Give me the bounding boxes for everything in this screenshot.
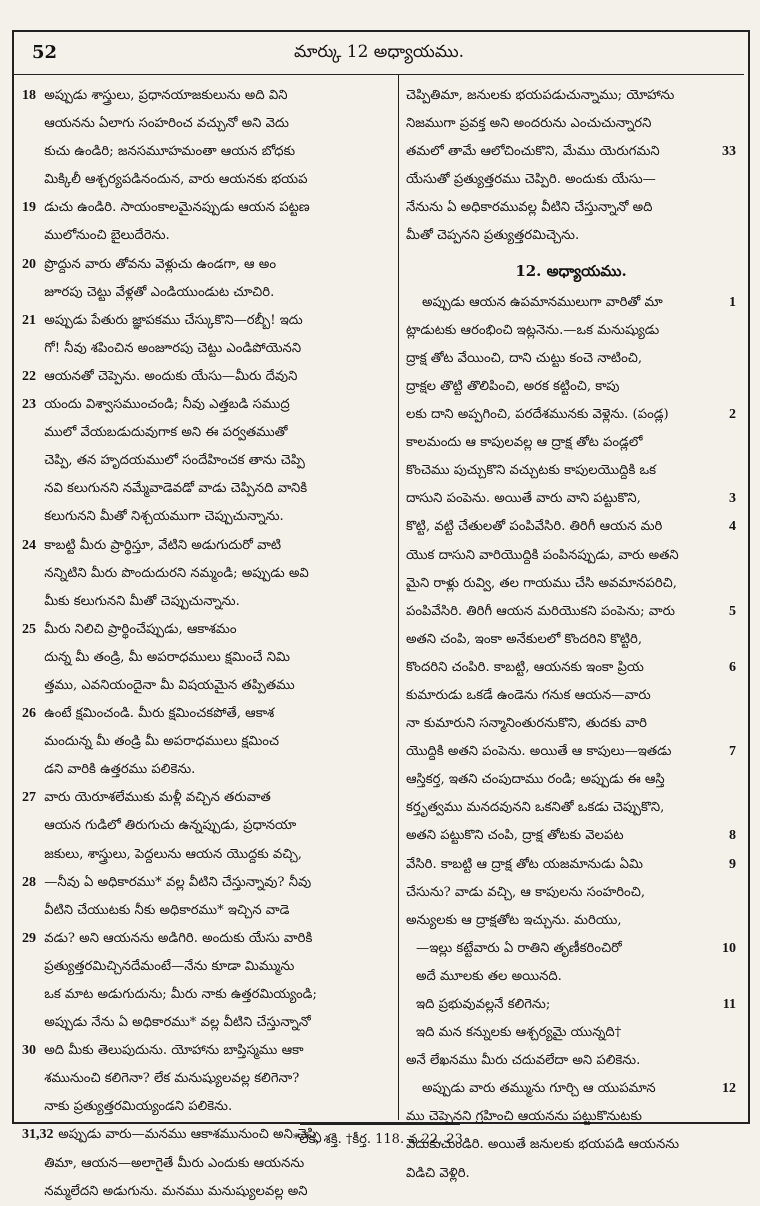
line-text: శమునుంచి కలిగెనా? లేక మనుష్యులవల్ల కలిగెనా?	[40, 1071, 300, 1087]
text-line	[406, 1047, 736, 1075]
line-text: కుచు ఉండిరి; జనసమూహమంతా ఆయన బోధకు	[40, 144, 296, 160]
verse-number: 25	[22, 621, 36, 637]
right-column	[406, 82, 736, 1188]
line-text: వీటిని చేయుటకు నీకు అధికారము* ఇచ్చిన వాడె	[40, 902, 290, 918]
verse-number: 5	[729, 603, 736, 619]
line-text: ఇది మన కన్నులకు ఆశ్చర్యమై యున్నది†	[416, 1025, 622, 1041]
line-text: కొట్టి, వట్టి చేతులతో పంపివేసిరి. తిరిగీ ఆయన మరి	[406, 519, 663, 535]
line-text: విడిచి వెళ్లిరి.	[406, 1165, 470, 1181]
text-line	[406, 345, 736, 373]
text-line	[22, 1178, 394, 1206]
line-text: అతని పట్టుకొని చంపి, ద్రాక్ష తోటకు వెలపట	[406, 828, 624, 844]
verse-number: 6	[729, 659, 736, 675]
text-line	[406, 963, 736, 991]
verse-number: 3	[729, 491, 736, 507]
text-line	[22, 700, 394, 728]
text-line	[406, 822, 736, 850]
line-text: పంపివేసిరి. తిరిగీ ఆయన మరియొకని పంపెను; వారు	[406, 603, 675, 619]
text-line	[22, 897, 394, 925]
verse-number: 26	[22, 706, 36, 722]
text-line	[22, 110, 394, 138]
text-line	[22, 756, 394, 784]
text-line	[22, 925, 394, 953]
line-text: మైని రాళ్లు రువ్వి, తల గాయము చేసి అవమానపరిచి,	[406, 575, 677, 591]
line-text: అప్పుడు వారు తమ్మును గూర్చి ఆ యుపమాన	[422, 1081, 656, 1097]
line-text: ప్రత్యుత్తరమిచ్చినదేమంటే—నేను కూడా మిమ్మును	[40, 958, 295, 974]
line-text: తిమా, ఆయన—అలాగైతే మీరు ఎందుకు ఆయనను	[40, 1155, 305, 1171]
verse-number: 24	[22, 537, 36, 553]
verse-number: 20	[22, 256, 36, 272]
text-line	[22, 391, 394, 419]
text-line	[406, 401, 736, 429]
text-line	[406, 794, 736, 822]
running-title: మార్కు 12 అధ్యాయము.	[293, 42, 464, 62]
line-text: ద్రాక్ష తోట వేయించి, దాని చుట్టు కంచె నాటించి,	[406, 350, 643, 366]
line-text: ఒక మాట అడుగుదును; మీరు నాకు ఉత్తరమియ్యండి;	[40, 987, 317, 1002]
verse-number: 11	[722, 997, 736, 1012]
line-text: వారు యెరూశలేముకు మళ్లీ వచ్చిన తరువాత	[40, 790, 271, 806]
text-line	[22, 419, 394, 447]
line-text: అప్పుడు వారు—మనము ఆకాశమునుంచి అని చెప్పి	[54, 1127, 322, 1143]
line-text: మీరు నిలిచి ప్రార్థించేప్పుడు, ఆకాశమం	[40, 621, 237, 637]
line-text: ట్లాడుటకు ఆరంభించి ఇట్లనెను.—ఒక మనుష్యుడు	[406, 322, 660, 338]
text-line	[22, 953, 394, 981]
text-line	[22, 784, 394, 812]
text-line	[406, 654, 736, 682]
verse-number: 12	[722, 1081, 736, 1097]
line-text: యందు విశ్వాసముంచండి; నీవు ఎత్తబడి సముద్ర	[40, 397, 290, 413]
text-line	[406, 879, 736, 907]
line-text: వడు? అని ఆయనను అడిగిరి. అందుకు యేసు వారికి	[40, 930, 313, 946]
line-text: ద్రాక్షల తొట్టి తొలిపించి, అరక కట్టించి, కాపు	[406, 378, 620, 394]
right-column-top	[406, 82, 736, 251]
line-text: తమలో తామే ఆలోచించుకొని, మేము యెరుగమని	[406, 144, 660, 160]
line-text: కలుగునని మీతో నిశ్చయముగా చెప్పుచున్నాను.	[40, 509, 284, 525]
text-line	[22, 532, 394, 560]
line-text: ఉంటే క్షమించండి. మీరు క్షమించకపోతే, ఆకాశ	[40, 706, 275, 722]
line-text: అతని చంపి, ఇంకా అనేకులలో కొందరిని కొట్టిరి,	[406, 631, 643, 647]
text-line	[22, 503, 394, 531]
text-line	[406, 317, 736, 345]
verse-number: 1	[729, 294, 736, 310]
text-line	[406, 542, 736, 570]
line-text: వేసిరి. కాబట్టి ఆ ద్రాక్ష తోట యజమానుడు ఏమి	[406, 856, 643, 872]
text-line	[22, 812, 394, 840]
line-text: మిక్కిలీ ఆశ్చర్యపడినందున, వారు ఆయనకు భయప	[40, 172, 308, 188]
text-line	[22, 672, 394, 700]
chapter-heading: 12. అధ్యాయము.	[515, 261, 627, 280]
line-text: జకులు, శాస్త్రులు, పెద్దలును ఆయన యొద్దకు వచ్చి,	[40, 846, 302, 862]
line-text: కాబట్టి మీరు ప్రార్థిస్తూ, వేటిని అడుగుదురో వాటి	[40, 537, 282, 553]
text-line	[406, 82, 736, 110]
verse-number: 29	[22, 930, 36, 946]
text-line	[22, 475, 394, 503]
column-divider	[398, 74, 399, 1120]
verse-number: 8	[729, 828, 736, 844]
text-line	[406, 991, 736, 1019]
text-line	[22, 194, 394, 222]
line-text: మందున్న మీ తండ్రి మీ అపరాధములు క్షమించ	[40, 734, 280, 750]
text-line	[22, 138, 394, 166]
line-text: అనే లేఖనము మీరు చదువలేదా అని పలికెను.	[406, 1053, 641, 1069]
page-number: 52	[32, 42, 58, 63]
line-text: జూరపు చెట్టు వేళ్లతో ఎండియుండుట చూచిరి.	[40, 284, 275, 300]
line-text: నా కుమారుని సన్మానింతురనుకొని, తుదకు వారి	[406, 716, 647, 732]
text-line	[406, 194, 736, 222]
line-text: డని వారికి ఉత్తరము పలికెను.	[40, 762, 196, 778]
line-text: త్తము, ఎవనియందైనా మీ విషయమైన తప్పితము	[40, 677, 295, 693]
line-text: నిజముగా ప్రవక్త అని అందరును ఎంచుచున్నారని	[406, 116, 652, 132]
line-text: కర్తృత్వము మనదవునని ఒకనితో ఒకడు చెప్పుకొని,	[406, 800, 665, 816]
line-text: లకు దాని అప్పగించి, పరదేశమునకు వెళ్లెను. (పండ్ల)	[406, 407, 669, 423]
text-line	[406, 598, 736, 626]
text-line	[22, 1065, 394, 1093]
text-line	[22, 1093, 394, 1121]
line-text: చెప్పితిమా, జనులకు భయపడుచున్నాము; యోహాను	[406, 88, 675, 103]
text-line	[22, 981, 394, 1009]
text-line	[22, 1150, 394, 1178]
text-line	[22, 841, 394, 869]
line-text: దున్న మీ తండ్రి, మీ అపరాధములు క్షమించే నిమి	[40, 649, 290, 665]
verse-number: 31,32	[22, 1127, 54, 1143]
text-line	[406, 429, 736, 457]
text-line	[406, 1103, 736, 1131]
line-text: అదే మూలకు తల అయినది.	[416, 968, 562, 984]
verse-number: 27	[22, 790, 36, 806]
text-line	[22, 335, 394, 363]
line-text: కొందరిని చంపిరి. కాబట్టి, ఆయనకు ఇంకా ప్రియ	[406, 659, 644, 675]
text-line	[22, 1009, 394, 1037]
verse-number: 21	[22, 312, 36, 328]
text-line	[22, 251, 394, 279]
line-text: యొక దాసుని వారియొద్దికి పంపినప్పుడు, వారు అతని	[406, 547, 679, 563]
line-text: డుచు ఉండిరి. సాయంకాలమైనప్పుడు ఆయన పట్టణ	[40, 200, 310, 216]
line-text: అప్పుడు ఆయన ఉపమానములుగా వారితో మా	[422, 294, 663, 310]
text-line	[406, 138, 736, 166]
line-text: గో! నీవు శపించిన అంజూరపు చెట్టు ఎండిపోయెనని	[40, 340, 302, 356]
footnote: *లేక, శక్తి. †కీర్త. 118. వ 22, 23.	[292, 1132, 468, 1147]
text-line	[406, 110, 736, 138]
line-text: మీతో చెప్పనని ప్రత్యుత్తరమిచ్చెను.	[406, 228, 580, 244]
line-text: చేసును? వాడు వచ్చి, ఆ కాపులను సంహరించి,	[406, 884, 646, 900]
verse-number: 2	[729, 407, 736, 423]
text-line	[22, 363, 394, 391]
text-line	[22, 279, 394, 307]
line-text: అప్పుడు పేతురు జ్ఞాపకము చేస్కుకొని—రబ్బీ! ఇదు	[40, 312, 303, 328]
text-line	[406, 626, 736, 654]
text-line	[22, 1037, 394, 1065]
text-line	[406, 570, 736, 598]
text-line	[406, 1019, 736, 1047]
line-text: నమ్మలేదని అడుగును. మనము మనుష్యులవల్ల అని	[40, 1183, 308, 1199]
verse-number: 33	[722, 144, 736, 160]
line-text: వెదుకుచుండిరి. అయితే జనులకు భయపడి ఆయనను	[406, 1137, 680, 1153]
text-line	[406, 289, 736, 317]
text-line	[406, 513, 736, 541]
verse-number: 28	[22, 874, 36, 890]
left-column	[22, 82, 394, 1206]
verse-number: 23	[22, 397, 36, 413]
verse-number: 10	[722, 940, 736, 956]
line-text: అప్పుడు నేను ఏ అధికారము* వల్ల వీటిని చేస్తున్నానో	[40, 1015, 311, 1031]
line-text: అది మీకు తెలుపుదును. యోహాను బాప్తిస్మము ఆకా	[40, 1043, 304, 1059]
verse-number: 30	[22, 1043, 36, 1059]
line-text: నేనును ఏ అధికారమువల్ల వీటిని చేస్తున్నానో అది	[406, 200, 653, 216]
line-text: —నీవు ఏ అధికారము* వల్ల వీటిని చేస్తున్నావు? నీవు	[40, 874, 312, 890]
line-text: అన్యులకు ఆ ద్రాక్షతోట ఇచ్చును. మరియు,	[406, 912, 622, 928]
text-line	[406, 682, 736, 710]
verse-number: 9	[729, 856, 736, 872]
line-text: ప్రొద్దున వారు తోవను వెళ్లుచు ఉండగా, ఆ అం	[40, 256, 277, 272]
text-line	[406, 935, 736, 963]
text-line	[22, 166, 394, 194]
text-line	[22, 560, 394, 588]
text-line	[406, 485, 736, 513]
text-line	[22, 728, 394, 756]
verse-number: 7	[729, 744, 736, 760]
line-text: దాసుని పంపెను. అయితే వారు వాని పట్టుకొని,	[406, 491, 641, 507]
line-text: కొంచెము పుచ్చుకొని వచ్చుటకు కాపులయొద్దికి ఒక	[406, 463, 657, 479]
text-line	[406, 710, 736, 738]
verse-number: 18	[22, 88, 36, 103]
line-text: ఆస్తికర్త, ఇతని చంపుదాము రండి; అప్పుడు ఈ ఆస్తి	[406, 772, 665, 788]
line-text: ఆయన గుడిలో తిరుగుచు ఉన్నప్పుడు, ప్రధానయా	[40, 818, 297, 834]
text-line	[22, 222, 394, 250]
line-text: యొద్దికి అతని పంపెను. అయితే ఆ కాపులు—ఇతడు	[406, 744, 672, 760]
text-line	[22, 644, 394, 672]
line-text: ఆయనతో చెప్పెను. అందుకు యేసు—మీరు దేవుని	[40, 368, 298, 384]
line-text: ములోనుంచి బైలుదేరెను.	[40, 228, 170, 244]
text-line	[22, 447, 394, 475]
verse-number: 22	[22, 368, 36, 384]
text-line	[406, 166, 736, 194]
text-line	[22, 588, 394, 616]
line-text: ఆయనను ఏలాగు సంహరించ వచ్చునో అని వెదు	[40, 116, 289, 132]
text-line	[406, 222, 736, 250]
line-text: కాలమందు ఆ కాపులవల్ల ఆ ద్రాక్ష తోట పండ్లలో	[406, 435, 643, 451]
line-text: నన్నిటిని మీరు పొందుదురని నమ్మండి; అప్పుడు అవి	[40, 565, 309, 581]
text-line	[406, 738, 736, 766]
text-line	[22, 869, 394, 897]
text-line	[22, 82, 394, 110]
line-text: నవి కలుగునని నమ్మేవాడెవడో వాడు చెప్పినది వానికి	[40, 481, 308, 497]
text-line	[406, 457, 736, 485]
text-line	[406, 1160, 736, 1188]
text-line	[406, 1075, 736, 1103]
text-line	[406, 766, 736, 794]
text-line	[406, 373, 736, 401]
line-text: చెప్పి, తన హృదయములో సందేహించక తాను చెప్పి	[40, 453, 305, 469]
line-text: మీకు కలుగునని మీతో చెప్పుచున్నాను.	[40, 593, 240, 609]
line-text: నాకు ప్రత్యుత్తరమియ్యండని పలికెను.	[40, 1099, 233, 1115]
text-line	[22, 616, 394, 644]
line-text: —ఇల్లు కట్టేవారు ఏ రాతిని తృణీకరించిరో	[416, 940, 622, 956]
line-text: ము చెప్పెనని గ్రహించి ఆయనను పట్టుకొనుటకు	[406, 1109, 642, 1125]
text-line	[22, 307, 394, 335]
text-line	[406, 907, 736, 935]
footnote-rule	[300, 1124, 460, 1125]
line-text: ములో వేయబడుదువుగాక అని ఈ పర్వతముతో	[40, 425, 288, 441]
verse-number: 4	[729, 519, 736, 535]
line-text: అప్పుడు శాస్త్రులు, ప్రధానయాజకులును అది విని	[40, 88, 288, 103]
text-line	[406, 851, 736, 879]
line-text: ఇది ప్రభువువల్లనే కలిగెను;	[416, 997, 551, 1012]
verse-number: 19	[22, 200, 36, 216]
line-text: కుమారుడు ఒకడే ఉండెను గనుక ఆయన—వారు	[406, 687, 651, 703]
right-column-bottom	[406, 289, 736, 1188]
line-text: యేసుతో ప్రత్యుత్తరము చెప్పిరి. అందుకు యేసు—	[406, 172, 656, 188]
page-header	[14, 32, 744, 75]
